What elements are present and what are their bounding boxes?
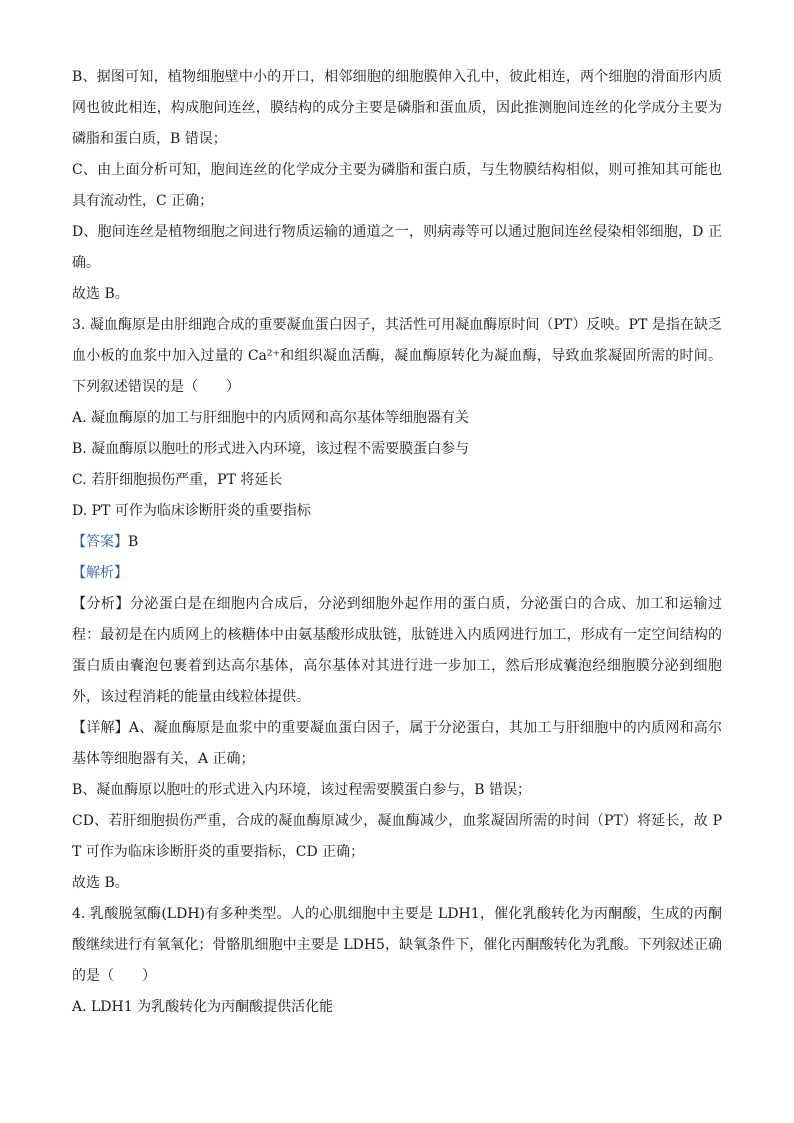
detail-label: 【详解】 — [72, 720, 129, 736]
paragraph-option-b-explanation: B、据图可知，植物细胞壁中小的开口，相邻细胞的细胞膜伸入孔中，彼此相连，两个细胞的滑面形内质网也彼此相连，构成胞间连丝，膜结构的成分主要是磷脂和蛋血质，因此推测胞间连丝的化学成分主要为磷脂和蛋白质，B 错误； — [72, 69, 722, 147]
analysis-label: 【解析】 — [72, 565, 128, 581]
answer-line — [72, 527, 722, 558]
analysis-fenxi — [72, 589, 722, 713]
question-3-option-a: A. 凝血酶原的加工与肝细胞中的内质网和高尔基体等细胞器有关 — [72, 410, 470, 426]
detail-option-cd: CD、若肝细胞损伤严重，合成的凝血酶原减少，凝血酶减少，血浆凝固所需的时间（PT）将延长，故 PT 可作为临床诊断肝炎的重要指标，CD 正确； — [72, 813, 722, 860]
question-4-stem: 4. 乳酸脱氢酶(LDH)有多种类型。人的心肌细胞中主要是 LDH1，催化乳酸转化为丙酮酸，生成的丙酮酸继续进行有氧氧化；骨骼肌细胞中主要是 LDH5，缺氧条件下，催化丙酮酸转化为乳酸。下列叙述正确的是（ ） — [72, 906, 722, 984]
paragraph-option-c-explanation: C、由上面分析可知，胞间连丝的化学成分主要为磷脂和蛋白质，与生物膜结构相似，则可推知其可能也具有流动性，C 正确； — [72, 162, 722, 209]
detail-option-b: B、凝血酶原以胞吐的形式进入内环境，该过程需要膜蛋白参与，B 错误； — [72, 782, 532, 798]
question-3-option-c: C. 若肝细胞损伤严重，PT 将延长 — [72, 472, 283, 488]
analysis-detail — [72, 713, 722, 775]
question-3-option-d: D. PT 可作为临床诊断肝炎的重要指标 — [72, 503, 311, 519]
analysis-heading — [72, 558, 722, 589]
question-3-option-b: B. 凝血酶原以胞吐的形式进入内环境，该过程不需要膜蛋白参与 — [72, 441, 470, 457]
paragraph-conclusion-2: 故选 B。 — [72, 875, 129, 891]
question-4-option-a: A. LDH1 为乳酸转化为丙酮酸提供活化能 — [72, 999, 334, 1015]
question-3-stem: 3. 凝血酶原是由肝细跑合成的重要凝血蛋白因子，其活性可用凝血酶原时间（PT）反映。PT 是指在缺乏血小板的血浆中加入过量的 Ca²⁺和组织凝血活酶，凝血酶原转化为凝血酶，导致血浆凝固所需的时间。下列叙述错误的是（ ） — [72, 317, 722, 395]
answer-value: B — [128, 534, 139, 550]
paragraph-option-d-explanation: D、胞间连丝是植物细胞之间进行物质运输的通道之一，则病毒等可以通过胞间连丝侵染相邻细胞，D 正确。 — [72, 224, 722, 271]
paragraph-conclusion-1: 故选 B。 — [72, 286, 129, 302]
detail-text: A、凝血酶原是血浆中的重要凝血蛋白因子，属于分泌蛋白，其加工与肝细胞中的内质网和高尔基体等细胞器有关，A 正确； — [72, 720, 723, 767]
fenxi-text: 分泌蛋白是在细胞内合成后，分泌到细胞外起作用的蛋白质，分泌蛋白的合成、加工和运输过程：最初是在内质网上的核糖体中由氨基酸形成肽链，肽链进入内质网进行加工，形成有一定空间结构的蛋白质由囊泡包裹着到达高尔基体，高尔基体对其进行进一步加工，然后形成囊泡经细胞膜分泌到细胞外，该过程消耗的能量由线粒体提供。 — [72, 596, 723, 705]
fenxi-label: 【分析】 — [72, 596, 130, 612]
answer-label: 【答案】 — [72, 534, 128, 550]
